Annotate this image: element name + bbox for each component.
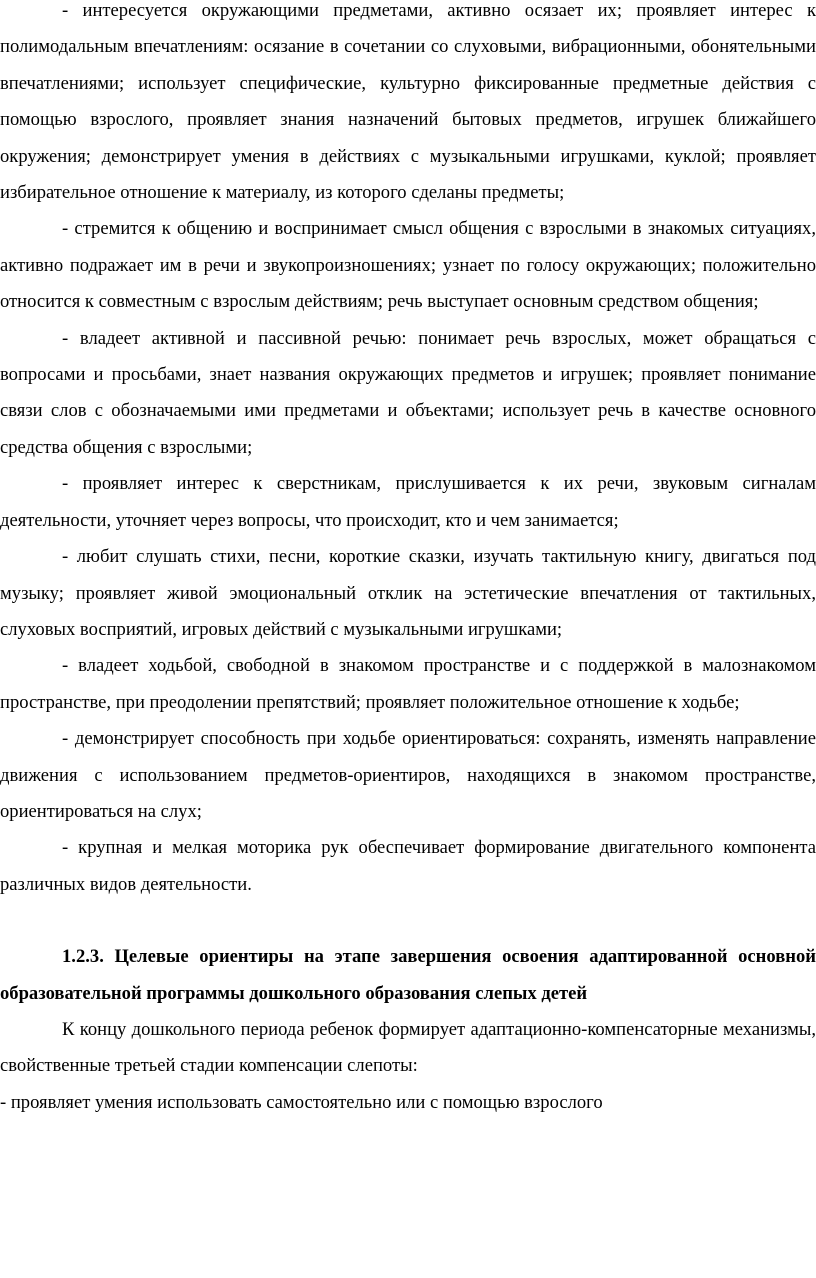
paragraph-objects-interest: - интересуется окружающими предметами, активно осязает их; проявляет интерес к полимодальным впечатлениям: осязание в сочетании со слуховыми, вибрационными, обонятельными впечатлениями; использует специфические, культурно фиксированные предметные действия с помощью взрослого, проявляет знания назначений бытовых предметов, игрушек ближайшего окружения; демонстрирует умения в действиях с музыкальными игрушками, куклой; проявляет избирательное отношение к материалу, из которого сделаны предметы; (0, 0, 816, 204)
section-heading: 1.2.3. Целевые ориентиры на этапе завершения освоения адаптированной основной образовательной программы дошкольного образования слепых детей (0, 946, 816, 1004)
paragraph-last-line: - проявляет умения использовать самостоятельно или с помощью взрослого (0, 1091, 603, 1113)
paragraph-walking: - владеет ходьбой, свободной в знакомом пространстве и с поддержкой в малознакомом пространстве, при преодолении препятствий; проявляет положительное отношение к ходьбе; (0, 655, 816, 713)
paragraph-intro: К концу дошкольного периода ребенок формирует адаптационно-компенсаторные механизмы, свойственные третьей стадии компенсации слепоты: (0, 1018, 816, 1077)
paragraph-speech: - владеет активной и пассивной речью: понимает речь взрослых, может обращаться с вопросами и просьбами, знает названия окружающих предметов и игрушек; проявляет понимание связи слов с обозначаемыми ими предметами и объектами; использует речь в качестве основного средства общения с взрослыми; (0, 327, 816, 458)
paragraph-communication: - стремится к общению и воспринимает смысл общения с взрослыми в знакомых ситуациях, активно подражает им в речи и звукопроизношениях; узнает по голосу окружающих; положительно относится к совместным с взрослым действиям; речь выступает основным средством общения; (0, 218, 816, 313)
paragraph-orientation: - демонстрирует способность при ходьбе ориентироваться: сохранять, изменять направление движения с использованием предметов-ориентиров, находящихся в знакомом пространстве, ориентироваться на слух; (0, 728, 816, 822)
paragraph-peers: - проявляет интерес к сверстникам, прислушивается к их речи, звуковым сигналам деятельности, уточняет через вопросы, что происходит, кто и чем занимается; (0, 473, 816, 531)
section-spacer (0, 903, 816, 939)
paragraph-aesthetics: - любит слушать стихи, песни, короткие сказки, изучать тактильную книгу, двигаться под музыку; проявляет живой эмоциональный отклик на эстетические впечатления от тактильных, слуховых восприятий, игровых действий с музыкальными игрушками; (0, 546, 816, 640)
paragraph-motor-skills: - крупная и мелкая моторика рук обеспечивает формирование двигательного компонента различных видов деятельности. (0, 837, 816, 895)
